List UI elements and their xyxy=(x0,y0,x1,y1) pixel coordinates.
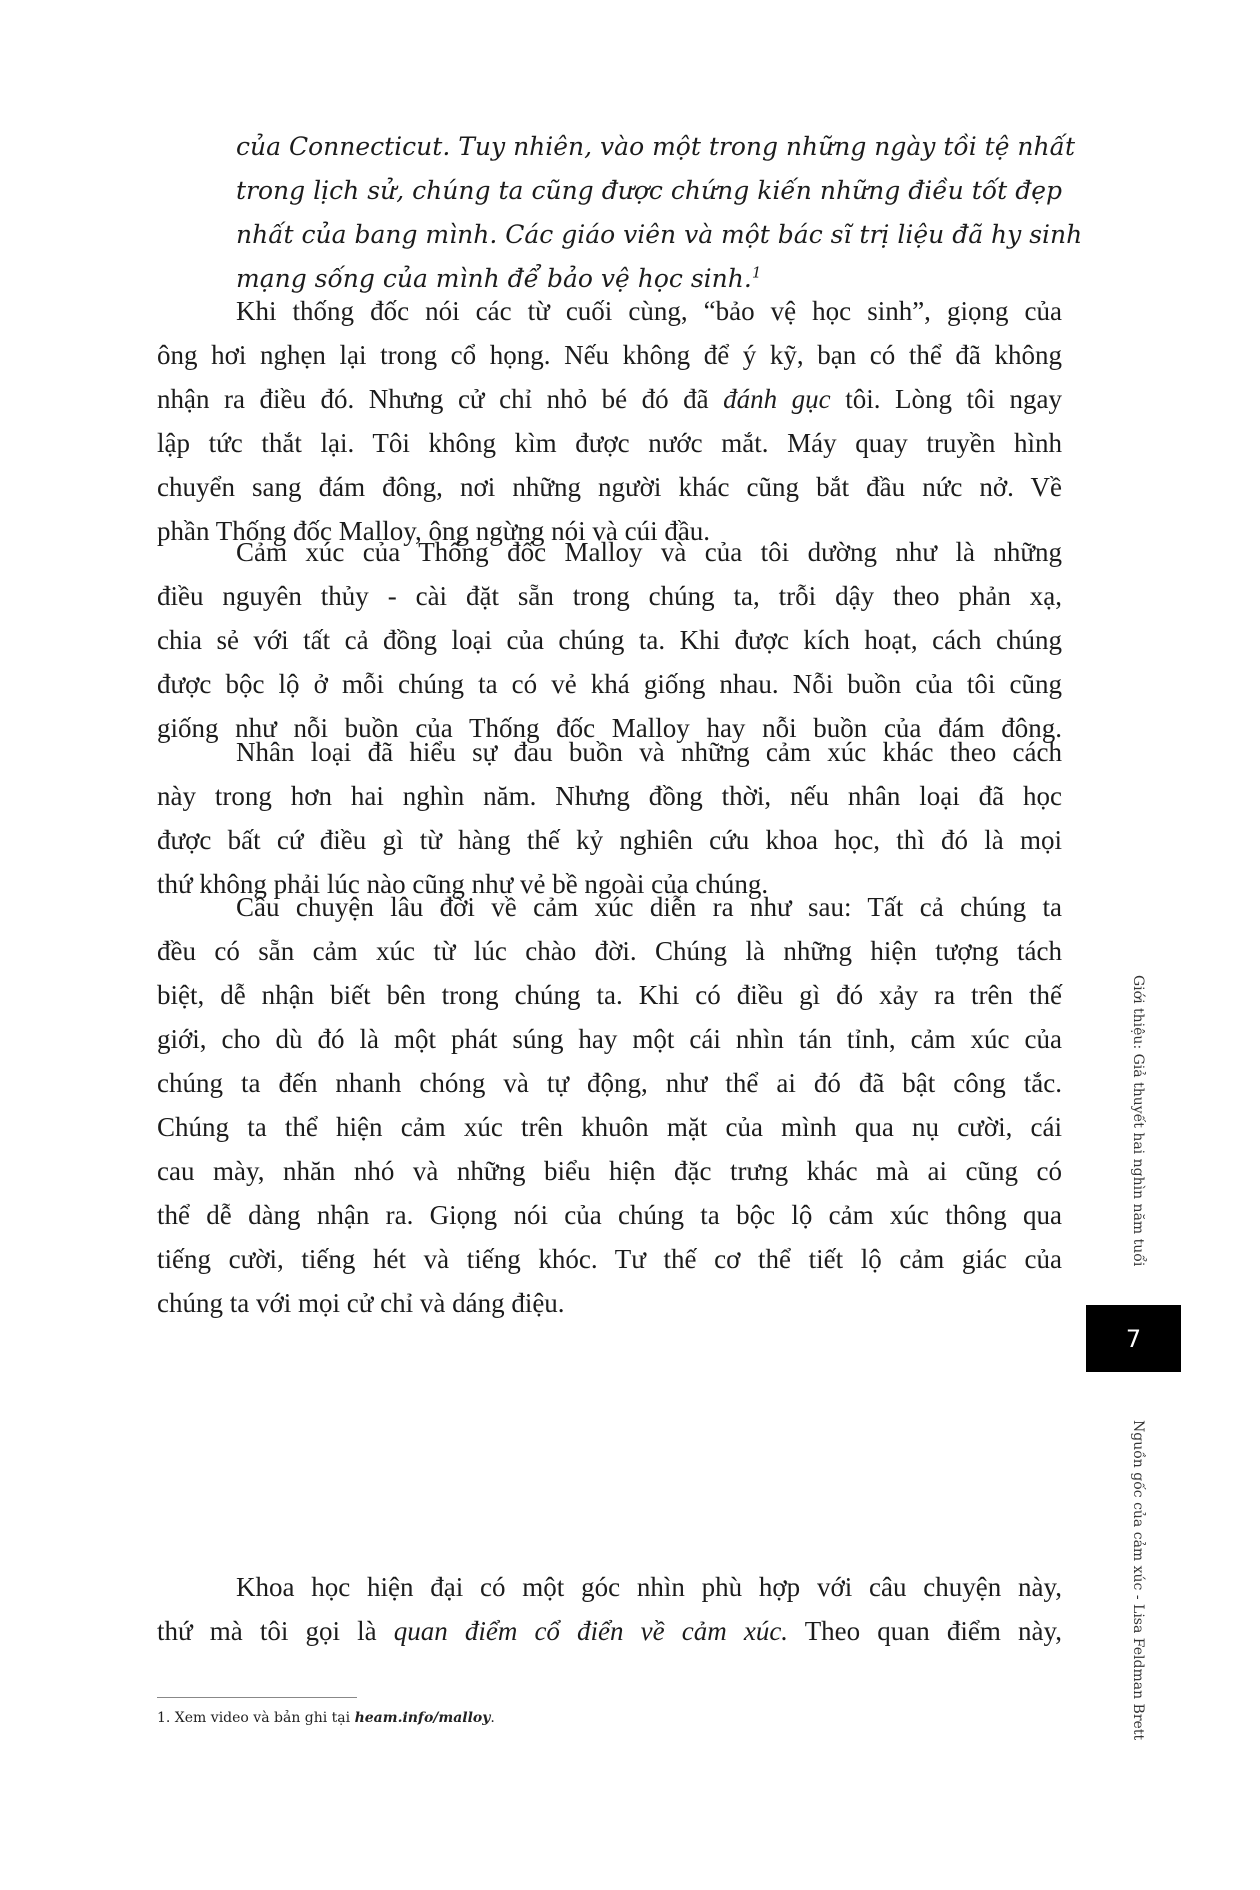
emphasis-text: quan điểm cổ điển về cảm xúc. xyxy=(393,1616,789,1646)
paragraph-line: tiếng cười, tiếng hét và tiếng khóc. Tư thế cơ thể tiết lộ cảm giác của xyxy=(157,1244,1062,1274)
paragraph xyxy=(157,289,1062,553)
footnote xyxy=(157,1710,495,1726)
paragraph-line: biệt, dễ nhận biết bên trong chúng ta. Khi có điều gì đó xảy ra trên thế xyxy=(157,980,1062,1010)
page-number: 7 xyxy=(1086,1305,1181,1372)
book-running-head: Nguồn gốc của cảm xúc - Lisa Feldman Brett xyxy=(1130,1420,1146,1741)
paragraph-line: Khi thống đốc nói các từ cuối cùng, “bảo vệ học sinh”, giọng của xyxy=(236,296,1062,326)
paragraph-line xyxy=(157,1609,1062,1653)
paragraph-line: lập tức thắt lại. Tôi không kìm được nước mắt. Máy quay truyền hình xyxy=(157,428,1062,458)
paragraph-line xyxy=(157,377,1062,421)
line-text: nhận ra điều đó. Nhưng cử chỉ nhỏ bé đó đã xyxy=(157,384,724,414)
paragraph-line: giới, cho dù đó là một phát súng hay một cái nhìn tán tỉnh, cảm xúc của xyxy=(157,1024,1062,1054)
paragraph-line: Nhân loại đã hiểu sự đau buồn và những cảm xúc khác theo cách xyxy=(236,737,1062,767)
paragraph-line: ông hơi nghẹn lại trong cổ họng. Nếu không để ý kỹ, bạn có thể đã không xyxy=(157,340,1062,370)
quote-line-text: mạng sống của mình để bảo vệ học sinh. xyxy=(236,264,752,293)
footnote-divider xyxy=(157,1697,357,1698)
chapter-running-head: Giới thiệu: Giả thuyết hai nghìn năm tuổi xyxy=(1130,975,1146,1267)
paragraph-line: phần Thống đốc Malloy, ông ngừng nói và cúi đầu. xyxy=(157,516,711,546)
paragraph-line: này trong hơn hai nghìn năm. Nhưng đồng thời, nếu nhân loại đã học xyxy=(157,781,1062,811)
paragraph xyxy=(157,730,1062,906)
block-quote xyxy=(236,125,1083,301)
paragraph-line: chúng ta với mọi cử chỉ và dáng điệu. xyxy=(157,1288,565,1318)
paragraph-line: thể dễ dàng nhận ra. Giọng nói của chúng ta bộc lộ cảm xúc thông qua xyxy=(157,1200,1062,1230)
paragraph-line: cau mày, nhăn nhó và những biểu hiện đặc trưng khác mà ai cũng có xyxy=(157,1156,1062,1186)
line-text: Theo quan điểm này, xyxy=(788,1616,1062,1646)
paragraph-line: được bộc lộ ở mỗi chúng ta có vẻ khá giống nhau. Nỗi buồn của tôi cũng xyxy=(157,669,1062,699)
paragraph xyxy=(157,1565,1062,1653)
footnote-text: 1. Xem video và bản ghi tại xyxy=(157,1710,355,1726)
paragraph-line: Cảm xúc của Thống đốc Malloy và của tôi dường như là những xyxy=(236,537,1062,567)
footnote-link[interactable]: heam.info/malloy xyxy=(354,1710,491,1726)
paragraph-line: điều nguyên thủy - cài đặt sẵn trong chúng ta, trỗi dậy theo phản xạ, xyxy=(157,581,1062,611)
paragraph xyxy=(157,885,1062,1325)
line-text: tôi. Lòng tôi ngay xyxy=(830,384,1062,414)
quote-line: của Connecticut. Tuy nhiên, vào một trong những ngày tồi tệ nhất xyxy=(236,132,1076,161)
paragraph-line: chia sẻ với tất cả đồng loại của chúng ta. Khi được kích hoạt, cách chúng xyxy=(157,625,1062,655)
quote-line: trong lịch sử, chúng ta cũng được chứng kiến những điều tốt đẹp xyxy=(236,176,1062,205)
paragraph-line: đều có sẵn cảm xúc từ lúc chào đời. Chúng là những hiện tượng tách xyxy=(157,936,1062,966)
paragraph-line: Câu chuyện lâu đời về cảm xúc diễn ra như sau: Tất cả chúng ta xyxy=(236,892,1062,922)
paragraph-line: chúng ta đến nhanh chóng và tự động, như thể ai đó đã bật công tắc. xyxy=(157,1068,1062,1098)
footnote-text: . xyxy=(490,1710,495,1726)
paragraph-line: được bất cứ điều gì từ hàng thế kỷ nghiên cứu khoa học, thì đó là mọi xyxy=(157,825,1062,855)
paragraph-line: thứ không phải lúc nào cũng như vẻ bề ngoài của chúng. xyxy=(157,869,769,899)
line-text: thứ mà tôi gọi là xyxy=(157,1616,394,1646)
paragraph-line: Chúng ta thể hiện cảm xúc trên khuôn mặt của mình qua nụ cười, cái xyxy=(157,1112,1062,1142)
paragraph xyxy=(157,530,1062,750)
paragraph-line: giống như nỗi buồn của Thống đốc Malloy hay nỗi buồn của đám đông. xyxy=(157,713,1062,743)
paragraph-line: chuyển sang đám đông, nơi những người khác cũng bắt đầu nức nở. Về xyxy=(157,472,1062,502)
footnote-reference[interactable]: 1 xyxy=(751,263,762,282)
emphasis-text: đánh gục xyxy=(723,384,831,414)
paragraph-line: Khoa học hiện đại có một góc nhìn phù hợp với câu chuyện này, xyxy=(236,1572,1062,1602)
quote-line: nhất của bang mình. Các giáo viên và một bác sĩ trị liệu đã hy sinh xyxy=(236,220,1083,249)
